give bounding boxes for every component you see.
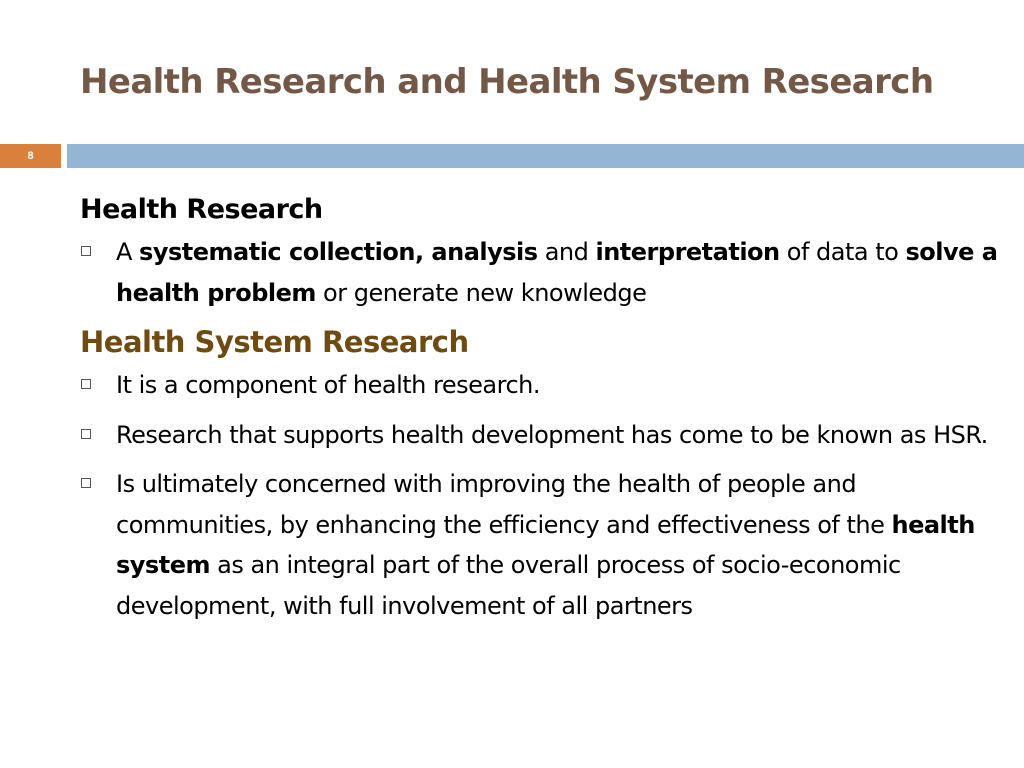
bullet-text: A systematic collection, analysis and interpretation of data to solve a health problem or generate new knowledge	[116, 238, 998, 307]
square-bullet-icon	[81, 246, 91, 256]
bullet-text: It is a component of health research.	[116, 371, 540, 399]
square-bullet-icon	[81, 478, 91, 488]
bullet-item	[80, 464, 1000, 626]
bullet-item	[80, 232, 1000, 313]
bullet-item	[80, 415, 1000, 456]
section-heading-health-system-research: Health System Research	[80, 325, 469, 359]
page-number: 8	[27, 150, 34, 162]
section-heading-health-research: Health Research	[80, 194, 323, 225]
square-bullet-icon	[81, 429, 91, 439]
header-band	[67, 144, 1024, 168]
page-number-badge	[0, 144, 61, 168]
slide-body	[80, 188, 1000, 626]
slide-title: Health Research and Health System Research	[80, 62, 934, 102]
bullet-text: Research that supports health development has come to be known as HSR.	[116, 420, 988, 449]
bullet-text: Is ultimately concerned with improving the health of people and communities, by enhancing the efficiency and effectiveness of the health system as an integral part of the overall process of socio-economic development, with full involvement of all partners	[116, 470, 975, 620]
square-bullet-icon	[81, 379, 91, 389]
bullet-item	[80, 365, 1000, 406]
